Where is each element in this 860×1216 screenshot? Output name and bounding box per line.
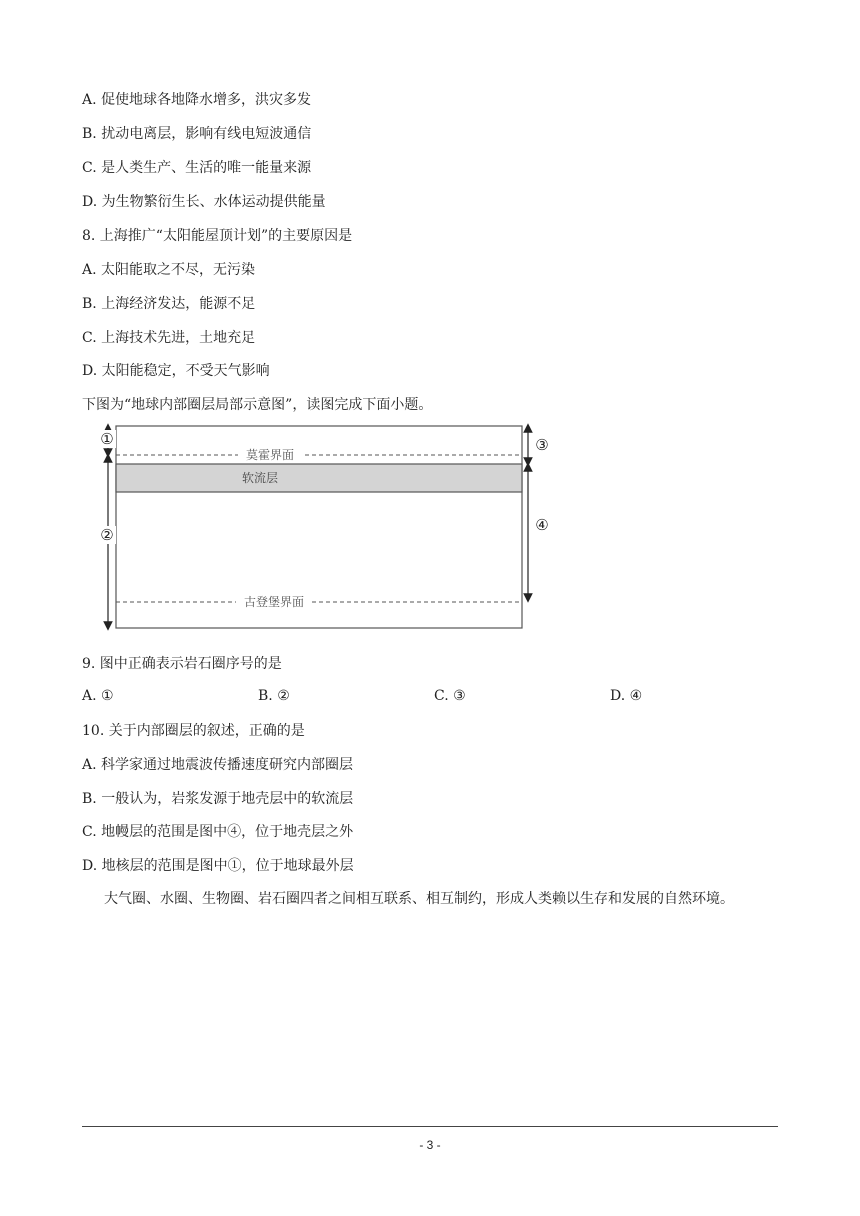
q10-option-c: C. 地幔层的范围是图中④，位于地壳层之外 [82,824,354,840]
q10-option-b: B. 一般认为，岩浆发源于地壳层中的软流层 [82,791,354,807]
q8-option-d: D. 太阳能稳定，不受天气影响 [82,363,270,379]
q9-option-b: B. ② [258,688,290,704]
mark-3: ③ [535,436,549,454]
q9-option-c: C. ③ [434,688,466,704]
moho-label: 莫霍界面 [245,448,295,462]
q7-option-c: C. 是人类生产、生活的唯一能量来源 [82,160,312,176]
q9-question: 9. 图中正确表示岩石圈序号的是 [82,656,282,672]
q10-question: 10. 关于内部圈层的叙述，正确的是 [82,723,305,739]
earth-layers-diagram [98,420,554,634]
q7-option-b: B. 扰动电离层，影响有线电短波通信 [82,126,312,142]
q9-options [82,688,782,706]
mark-1: ① [100,430,114,448]
q8-question: 8. 上海推广“太阳能屋顶计划”的主要原因是 [82,228,353,244]
q8-option-c: C. 上海技术先进，土地充足 [82,330,256,346]
asthenosphere-band [116,464,522,492]
q7-option-a: A. 促使地球各地降水增多，洪灾多发 [82,92,312,108]
page-number: - 3 - [419,1138,441,1152]
asthenosphere-label: 软流层 [241,471,279,485]
q9-option-d: D. ④ [610,688,643,704]
q7-option-d: D. 为生物繁衍生长、水体运动提供能量 [82,194,326,210]
mark-4: ④ [535,516,549,534]
q10-option-d: D. 地核层的范围是图中①，位于地球最外层 [82,858,354,874]
gutenberg-label: 古登堡界面 [243,595,305,609]
q10-option-a: A. 科学家通过地震波传播速度研究内部圈层 [82,757,354,773]
diagram-frame [116,426,522,628]
footer-divider [82,1126,778,1127]
mark-2: ② [100,526,114,544]
closing-paragraph: 大气圈、水圈、生物圈、岩石圈四者之间相互联系、相互制约，形成人类赖以生存和发展的自然环境。 [104,891,734,907]
q8-option-b: B. 上海经济发达，能源不足 [82,296,256,312]
q9-option-a: A. ① [82,688,114,704]
q8-option-a: A. 太阳能取之不尽，无污染 [82,262,256,278]
diagram-intro: 下图为“地球内部圈层局部示意图”，读图完成下面小题。 [82,397,433,413]
